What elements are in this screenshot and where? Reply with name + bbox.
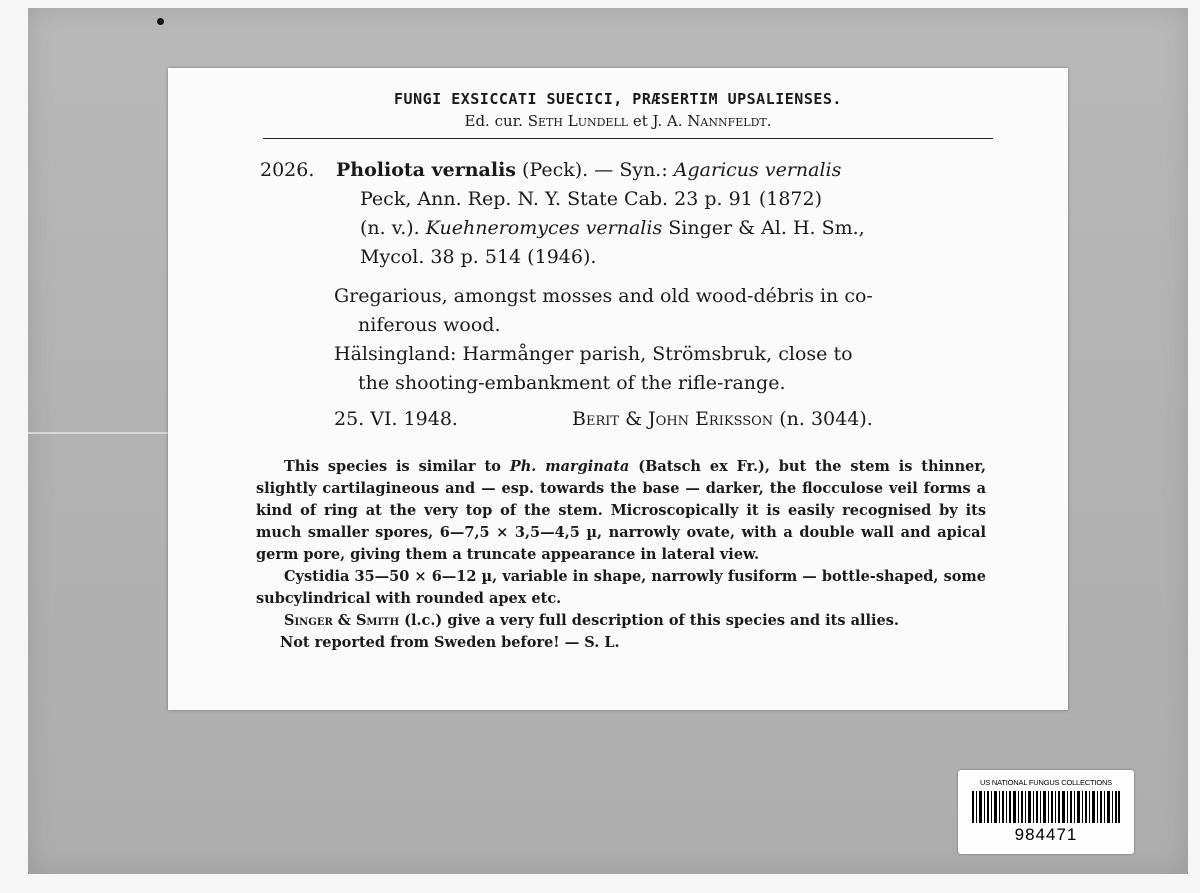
collectors: Berit & John Eriksson — [572, 408, 774, 430]
barcode-label — [958, 770, 1134, 854]
note-paragraph-1 — [256, 456, 986, 566]
collector-block — [572, 408, 873, 430]
notes-block — [256, 456, 986, 654]
series-editors — [168, 112, 1068, 130]
editor-two: J. A. Nannfeldt. — [652, 112, 772, 130]
collection-number: (n. 3044). — [779, 408, 873, 430]
entry-line-3-prefix: (n. v.). — [360, 217, 420, 239]
synonym-prefix: — Syn.: — [594, 159, 668, 181]
habitat-block — [334, 282, 994, 398]
entry-line-2: Peck, Ann. Rep. N. Y. State Cab. 23 p. 91 (1872) — [360, 188, 822, 210]
entry-line-3-suffix: Singer & Al. H. Sm., — [668, 217, 865, 239]
barcode-icon — [972, 791, 1120, 823]
entry-number: 2026. — [260, 159, 315, 181]
collection-date: 25. VI. 1948. — [334, 408, 458, 430]
note-paragraph-4: Not reported from Sweden before! — S. L. — [280, 634, 620, 651]
taxon-name: Pholiota vernalis — [336, 159, 516, 181]
locality-line-2: the shooting-embankment of the rifle-range. — [358, 372, 786, 394]
barcode-institution: US NATIONAL FUNGUS COLLECTIONS — [980, 778, 1112, 787]
entry-body — [336, 156, 1000, 272]
note-1-taxon: Ph. marginata — [509, 458, 630, 475]
note-3-authors: Singer & Smith — [284, 612, 400, 629]
habitat-line-2: niferous wood. — [358, 314, 501, 336]
barcode-number: 984471 — [1014, 825, 1078, 844]
locality-line-1: Hälsingland: Harmånger parish, Strömsbruk, close to — [334, 343, 853, 365]
synonym-one: Agaricus vernalis — [673, 159, 842, 181]
entry-line-4: Mycol. 38 p. 514 (1946). — [360, 246, 597, 268]
taxon-entry — [260, 156, 1000, 272]
synonym-two: Kuehneromyces vernalis — [425, 217, 663, 239]
pin-mark — [157, 18, 164, 25]
editor-one: Seth Lundell — [527, 112, 629, 130]
folder-fold-line — [28, 432, 168, 434]
exsiccata-label — [168, 68, 1068, 710]
title-rule — [263, 138, 993, 139]
note-1-start: This species is similar to — [284, 458, 501, 475]
note-1-rest: (Batsch ex Fr.), but the stem is thinner, slightly cartilagineous and — esp. towards the base — darker, the flocculose veil forms a kind of ring at the very top of the stem. Microscopically it is easily recognised by its much smaller spores, 6—7,5 × 3,5—4,5 µ, narrowly ovate, with a double wall and apical germ pore, giving them a truncate appearance in lateral view. — [256, 458, 986, 563]
entry-line-3 — [336, 214, 1000, 243]
note-paragraph-2: Cystidia 35—50 × 6—12 µ, variable in shape, narrowly fusiform — bottle-shaped, some subcylindrical with rounded apex etc. — [256, 568, 986, 607]
habitat-line-1: Gregarious, amongst mosses and old wood-débris in co- — [334, 285, 873, 307]
note-paragraph-3 — [256, 610, 986, 632]
taxon-author: (Peck). — [522, 159, 589, 181]
editors-prefix: Ed. cur. — [464, 112, 523, 130]
series-title: FUNGI EXSICCATI SUECICI, PRÆSERTIM UPSALIENSES. — [394, 90, 842, 108]
editors-joiner: et — [632, 112, 648, 130]
note-3-rest: (l.c.) give a very full description of this species and its allies. — [404, 612, 899, 629]
